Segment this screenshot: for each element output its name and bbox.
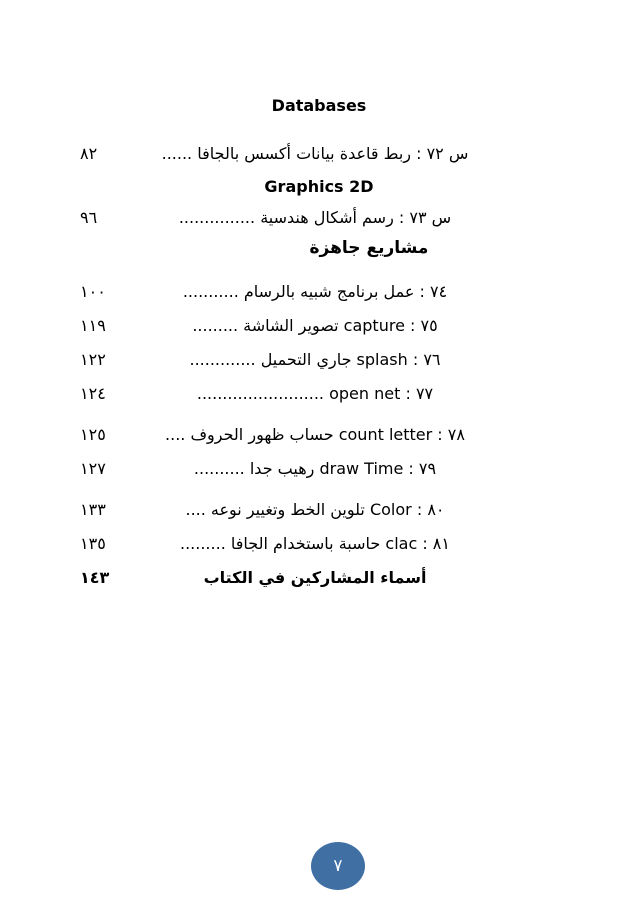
toc-entry-text: ٨١ : clac حاسبة باستخدام الجافا .........	[180, 534, 450, 553]
toc-row	[0, 203, 638, 233]
toc-page-number: ١٣٥	[80, 534, 106, 553]
toc-row	[0, 139, 638, 169]
toc-page-number: ١٢٧	[80, 459, 106, 478]
toc-entry-text: أسماء المشاركين في الكتاب	[203, 568, 427, 587]
toc-page-number: ١٢٤	[80, 384, 106, 403]
toc-entry-text: س ٧٢ : ربط قاعدة بيانات أكسس بالجافا ......	[161, 144, 469, 163]
toc-row	[0, 379, 638, 409]
toc-row	[0, 529, 638, 559]
heading-databases: Databases	[271, 96, 367, 115]
toc-page-number: ٨٢	[80, 144, 98, 163]
heading-graphics: Graphics 2D	[264, 177, 374, 196]
toc-row-participants	[0, 563, 638, 593]
toc-row	[0, 495, 638, 525]
toc-row	[0, 345, 638, 375]
toc-row	[0, 277, 638, 307]
toc-entry-text: ٧٧ : open net .........................	[196, 384, 434, 403]
toc-page-number: ١١٩	[80, 316, 106, 335]
toc-page-number: ١٢٢	[80, 350, 106, 369]
heading-projects: مشاريع جاهزة	[309, 238, 429, 258]
toc-row	[0, 420, 638, 450]
toc-row	[0, 454, 638, 484]
toc-entry-text: س ٧٣ : رسم أشكال هندسية ...............	[178, 208, 452, 227]
toc-entry-text: ٧٤ : عمل برنامج شبيه بالرسام ...........	[182, 282, 448, 301]
toc-entry-text: ٧٨ : count letter حساب ظهور الحروف ....	[165, 425, 465, 444]
toc-page-number: ٩٦	[80, 208, 98, 227]
toc-page-number: ١٢٥	[80, 425, 106, 444]
page-number-badge: ٧	[311, 842, 365, 890]
toc-row	[0, 311, 638, 341]
toc-entry-text: ٧٥ : capture تصوير الشاشة .........	[192, 316, 438, 335]
toc-page-number: ١٠٠	[80, 282, 106, 301]
toc-page-number: ١٣٣	[80, 500, 106, 519]
toc-entry-text: ٨٠ : Color تلوين الخط وتغيير نوعه ....	[185, 500, 445, 519]
toc-entry-text: ٧٩ : draw Time رهيب جدا ..........	[193, 459, 437, 478]
toc-page-number: ١٤٣	[80, 568, 110, 587]
toc-entry-text: ٧٦ : splash جاري التحميل .............	[189, 350, 441, 369]
